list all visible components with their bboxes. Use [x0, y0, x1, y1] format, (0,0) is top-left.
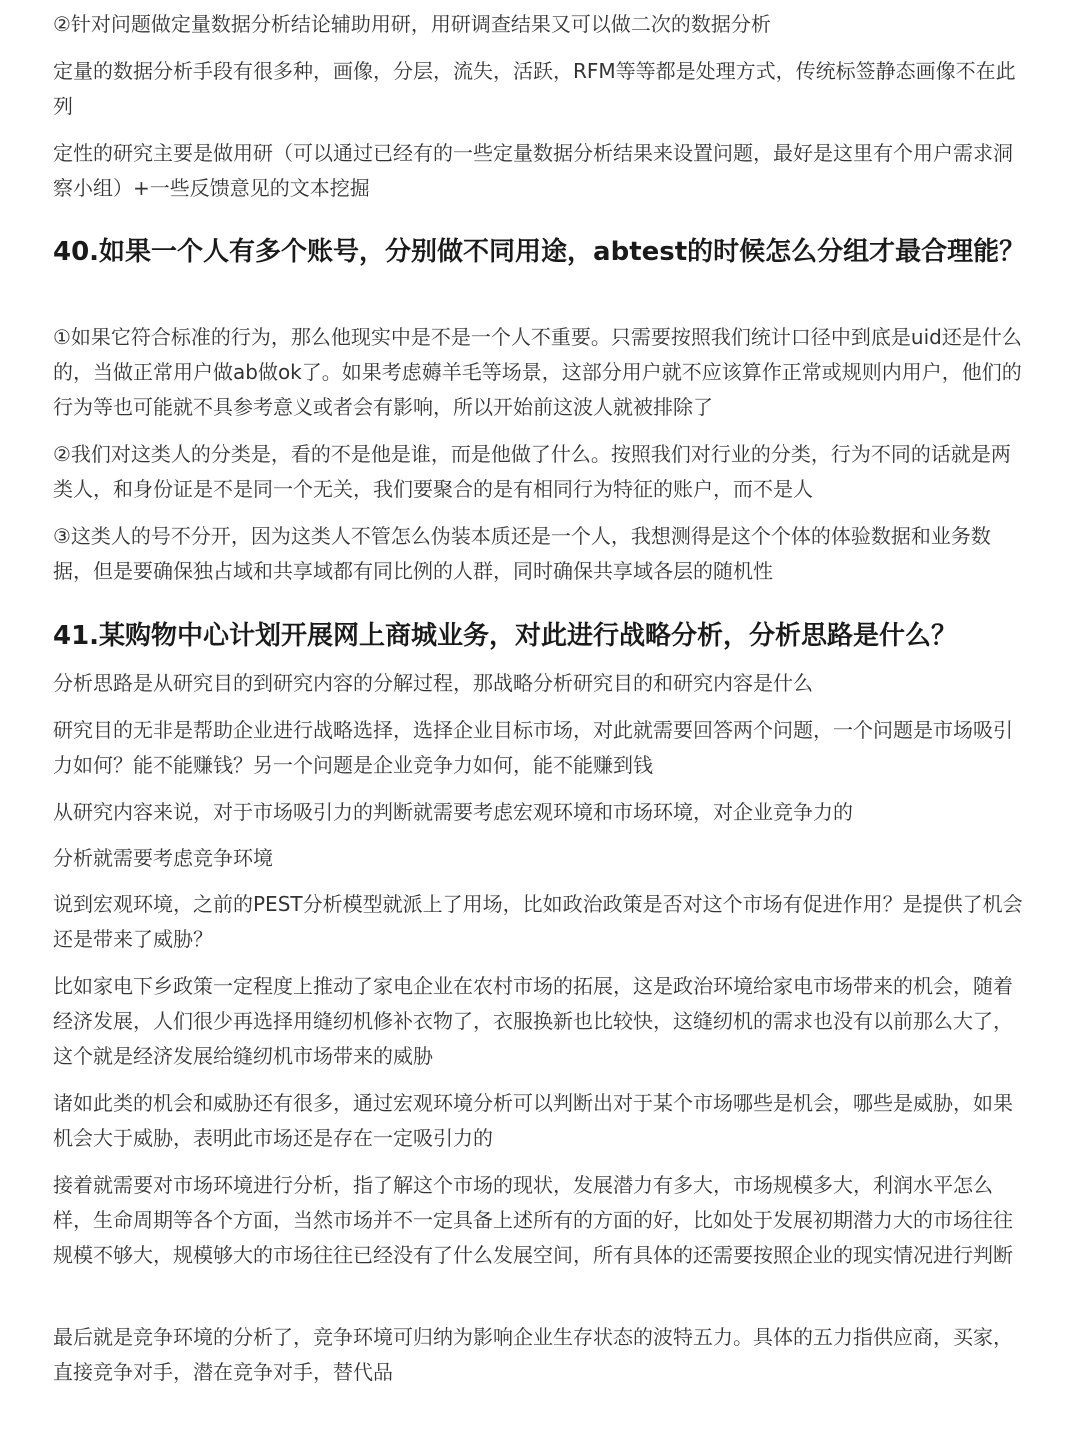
section-heading-q41: 41.某购物中心计划开展网上商城业务，对此进行战略分析，分析思路是什么？ [53, 621, 958, 651]
answer-paragraph: ③这类人的号不分开，因为这类人不管怎么伪装本质还是一个人，我想测得是这个个体的体验数据和业务数据，但是要确保独占域和共享域都有同比例的人群，同时确保共享域各层的随机性 [53, 524, 991, 583]
answer-paragraph: 接着就需要对市场环境进行分析，指了解这个市场的现状，发展潜力有多大，市场规模多大，利润水平怎么样，生命周期等各个方面，当然市场并不一定具备上述所有的方面的好，比如处于发展初期潜力大的市场往往规模不够大，规模够大的市场往往已经没有了什么发展空间，所有具体的还需要按照企业的现实情况进行判断 [53, 1173, 1013, 1267]
answer-paragraph: 从研究内容来说，对于市场吸引力的判断就需要考虑宏观环境和市场环境，对企业竞争力的 [53, 800, 853, 824]
answer-paragraph: 研究目的无非是帮助企业进行战略选择，选择企业目标市场，对此就需要回答两个问题，一个问题是市场吸引力如何？能不能赚钱？另一个问题是企业竞争力如何，能不能赚到钱 [53, 718, 1013, 777]
answer-paragraph: 比如家电下乡政策一定程度上推动了家电企业在农村市场的拓展，这是政治环境给家电市场带来的机会，随着经济发展，人们很少再选择用缝纫机修补衣物了，衣服换新也比较快，这缝纫机的需求也没有以前那么大了，这个就是经济发展给缝纫机市场带来的威胁 [53, 974, 1013, 1068]
answer-paragraph: 分析思路是从研究目的到研究内容的分解过程，那战略分析研究目的和研究内容是什么 [53, 671, 813, 695]
paragraph: ②针对问题做定量数据分析结论辅助用研，用研调查结果又可以做二次的数据分析 [53, 12, 771, 36]
answer-paragraph: 诸如此类的机会和威胁还有很多，通过宏观环境分析可以判断出对于某个市场哪些是机会，哪些是威胁，如果机会大于威胁，表明此市场还是存在一定吸引力的 [53, 1091, 1013, 1150]
answer-paragraph: 说到宏观环境，之前的PEST分析模型就派上了用场，比如政治政策是否对这个市场有促进作用？是提供了机会还是带来了威胁？ [53, 892, 1023, 951]
answer-paragraph: ②我们对这类人的分类是，看的不是他是谁，而是他做了什么。按照我们对行业的分类，行为不同的话就是两类人，和身份证是不是同一个无关，我们要聚合的是有相同行为特征的账户，而不是人 [53, 442, 1011, 501]
answer-paragraph: ①如果它符合标准的行为，那么他现实中是不是一个人不重要。只需要按照我们统计口径中到底是uid还是什么的，当做正常用户做ab做ok了。如果考虑薅羊毛等场景，这部分用户就不应该算作正常或规则内用户，他们的行为等也可能就不具参考意义或者会有影响，所以开始前这波人就被排除了 [53, 325, 1022, 419]
paragraph: 定性的研究主要是做用研（可以通过已经有的一些定量数据分析结果来设置问题，最好是这里有个用户需求洞察小组）+一些反馈意见的文本挖掘 [53, 141, 1013, 200]
section-heading-q40: 40.如果一个人有多个账号，分别做不同用途，abtest的时候怎么分组才最合理能？ [53, 237, 1026, 267]
answer-paragraph: 分析就需要考虑竞争环境 [53, 846, 273, 870]
paragraph: 定量的数据分析手段有很多种，画像，分层，流失，活跃，RFM等等都是处理方式，传统标签静态画像不在此列 [53, 59, 1016, 118]
answer-paragraph: 最后就是竞争环境的分析了，竞争环境可归纳为影响企业生存状态的波特五力。具体的五力指供应商，买家，直接竞争对手，潜在竞争对手，替代品 [53, 1325, 1013, 1384]
